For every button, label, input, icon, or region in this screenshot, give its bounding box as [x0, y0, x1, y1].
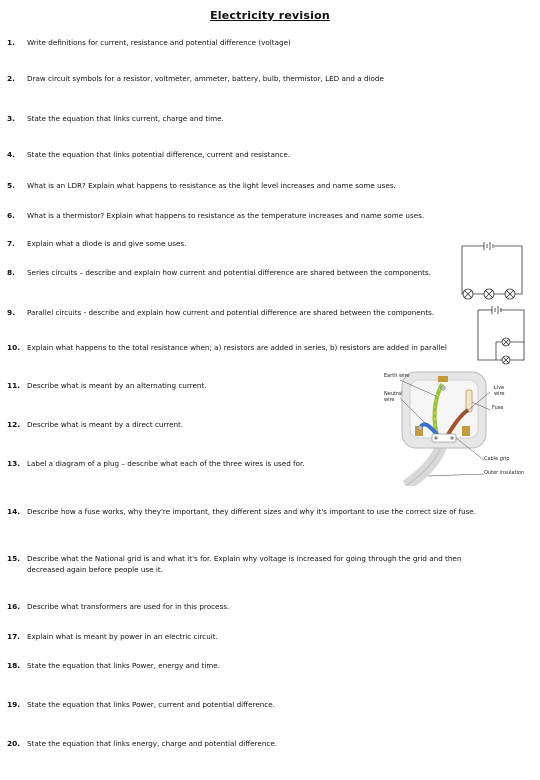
series-circuit-diagram: [456, 242, 532, 304]
question-text: Describe what is meant by a direct current.: [27, 420, 184, 429]
question-text: Describe how a fuse works, why they're important, they different sizes and why it's important to use the correct size of fuse.: [27, 507, 477, 516]
question-number: 3.: [7, 114, 15, 123]
question-number: 5.: [7, 181, 15, 190]
question-number: 13.: [7, 459, 21, 468]
question-number: 1.: [7, 38, 15, 47]
question-number: 17.: [7, 632, 21, 641]
bulb-icon: [463, 289, 473, 299]
question-number: 9.: [7, 308, 15, 317]
question-text: Explain what a diode is and give some uses.: [27, 239, 187, 248]
question-text: Describe what is meant by an alternating current.: [27, 381, 207, 390]
question-number: 4.: [7, 150, 15, 159]
question-text: State the equation that links energy, charge and potential difference.: [27, 739, 278, 748]
question-number: 2.: [7, 74, 15, 83]
question-text: State the equation that links Power, current and potential difference.: [27, 700, 275, 709]
question-text: Label a diagram of a plug – describe what each of the three wires is used for.: [27, 459, 305, 468]
live-wire-label: Live wire: [494, 385, 505, 397]
question-number: 12.: [7, 420, 21, 429]
question-number: 6.: [7, 211, 15, 220]
question-number: 14.: [7, 507, 21, 516]
outer-insulation-label: Outer insulation: [484, 470, 525, 476]
question-number: 8.: [7, 268, 15, 277]
question-text: Explain what is meant by power in an electric circuit.: [27, 632, 218, 641]
question-text: Write definitions for current, resistance and potential difference (voltage): [27, 38, 291, 47]
question-number: 15.: [7, 554, 21, 563]
question-text: Parallel circuits - describe and explain how current and potential difference are shared between the components.: [27, 308, 435, 317]
question-text: State the equation that links Power, energy and time.: [27, 661, 220, 670]
question-number: 11.: [7, 381, 21, 390]
question-text: Draw circuit symbols for a resistor, voltmeter, ammeter, battery, bulb, thermistor, LED and a diode: [27, 74, 384, 83]
question-text: Describe what transformers are used for in this process.: [27, 602, 230, 611]
question-text: Series circuits – describe and explain how current and potential difference are shared between the components.: [27, 268, 431, 277]
question-number: 10.: [7, 343, 21, 352]
parallel-circuit-diagram: [474, 304, 532, 366]
question-number: 19.: [7, 700, 21, 709]
page-title: Electricity revision: [210, 9, 330, 22]
cable-grip-label: Cable grip: [484, 456, 510, 462]
question-number: 20.: [7, 739, 21, 748]
question-text: What is an LDR? Explain what happens to resistance as the light level increases and name some uses.: [27, 181, 396, 190]
question-number: 18.: [7, 661, 21, 670]
earth-wire-label: Earth wire: [384, 373, 410, 379]
question-number: 7.: [7, 239, 15, 248]
neutral-wire-label: Neutral wire: [384, 391, 403, 403]
question-text: Explain what happens to the total resistance when; a) resistors are added in series, b) resistors are added in parallel: [27, 343, 447, 352]
question-text: State the equation that links current, charge and time.: [27, 114, 224, 123]
question-text: Describe what the National grid is and what it's for. Explain why voltage is increased for going through the grid and then decreased again before people use it.: [27, 554, 462, 574]
plug-diagram: [380, 366, 530, 486]
question-number: 16.: [7, 602, 21, 611]
fuse-label: Fuse: [492, 405, 504, 411]
question-text: What is a thermistor? Explain what happens to resistance as the temperature increases and name some uses.: [27, 211, 425, 220]
question-text: State the equation that links potential difference, current and resistance.: [27, 150, 291, 159]
